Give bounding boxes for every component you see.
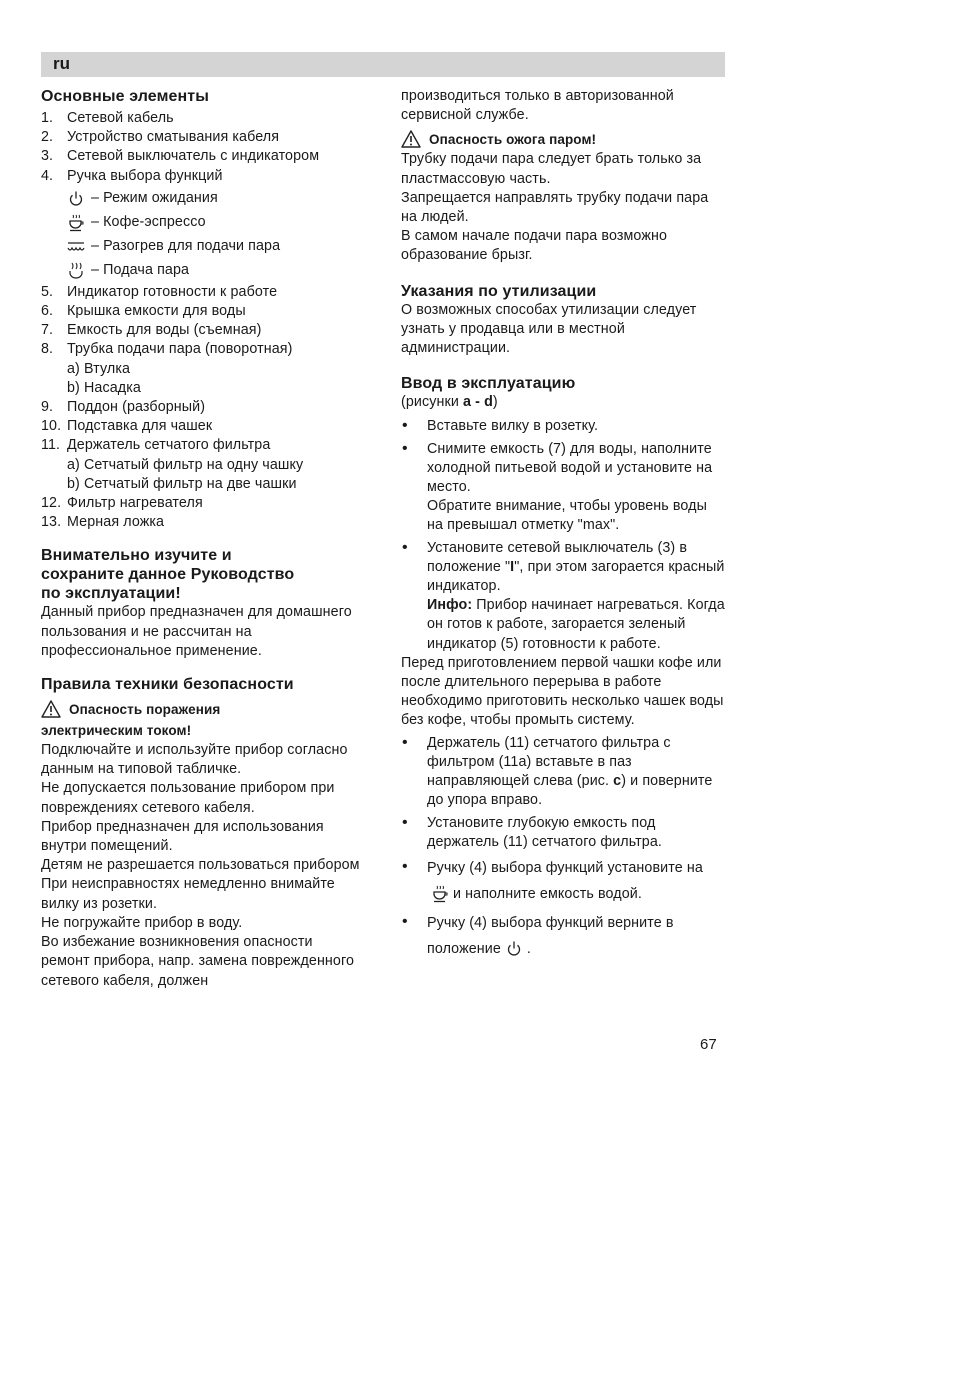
shock-warning-line: Опасность поражения [69,702,221,718]
function-list [41,187,361,283]
warning-triangle-icon [401,130,421,148]
startup-title: Ввод в эксплуатацию [401,375,576,393]
list-item: 8. Трубка подачи пара (поворотная) [41,341,293,358]
shock-warning [41,699,361,720]
list-item: • Снимите емкость (7) для воды, наполните холодной питьевой водой и установите на место. Обратите внимание, чтобы уровень воды на превышал отметку "max". [401,440,727,536]
basic-elements-title: Основные элементы [41,88,209,105]
warning-triangle-icon [41,700,61,718]
sub-item: b) Сетчатый фильтр на две чашки [67,475,297,492]
safety-paragraph: Детям не разрешается пользоваться прибором [41,857,360,874]
standby-icon [67,190,85,208]
list-item: 7. Емкость для воды (съемная) [41,322,262,339]
list-item: 6. Крышка емкости для воды [41,303,246,320]
left-column [41,87,361,991]
disposal-text: О возможных способах утилизации следует узнать у продавца или в местной администрации. [401,301,697,357]
elements-list-cont2 [41,398,361,456]
page-number: 67 [700,1036,717,1053]
read-title-line: сохраните данное Руководство [41,566,295,584]
list-item: • Вставьте вилку в розетку. [401,417,727,436]
list-item: 11. Держатель сетчатого фильтра [41,437,271,454]
steam-heat-icon [67,238,85,256]
standby-icon [505,939,523,959]
elements-list [41,109,361,186]
function-standby: – Режим ожидания [41,187,361,211]
espresso-cup-icon [67,214,85,232]
startup-section [401,374,727,962]
startup-steps-2 [401,734,727,962]
safety-title: Правила техники безопасности [41,676,294,694]
steam-warning-text: Опасность ожога паром! [429,132,597,148]
sub-item: a) Втулка [67,360,131,377]
steam-paragraph: Трубку подачи пара следует брать только за пластмассовую часть. [401,151,702,187]
function-steam: – Подача пара [41,259,361,283]
sub-item: b) Насадка [67,379,141,396]
steam-warning [401,129,727,150]
startup-steps [401,417,727,653]
list-item: • Ручку (4) выбора функций верните в положение . [401,910,727,962]
list-item: 3. Сетевой выключатель с индикатором [41,148,320,165]
list-item: • Держатель (11) сетчатого фильтра с фильтром (11a) вставьте в паз направляющей слева (рис. c) и поверните до упора вправо. [401,734,727,811]
language-code: ru [53,54,70,73]
function-espresso: – Кофе-эспрессо [41,211,361,235]
function-steam-heat: – Разогрев для подачи пара [41,235,361,259]
list-item: 5. Индикатор готовности к работе [41,283,278,300]
safety-paragraph: Не погружайте прибор в воду. [41,914,243,931]
list-item: 10. Подставка для чашек [41,418,213,435]
espresso-cup-icon [431,884,449,904]
startup-subtitle: (рисунки a - d) [401,394,498,411]
safety-paragraph: Во избежание возникновения опасности ремонт прибора, напр. замена поврежденного сетевого кабеля, должен [41,934,355,989]
safety-paragraph: Не допускается пользование прибором при повреждениях сетевого кабеля. [41,780,335,816]
list-item: • Установите глубокую емкость под держатель (11) сетчатого фильтра. [401,814,727,852]
list-item: 9. Поддон (разборный) [41,399,206,416]
elements-list-cont3 [41,494,361,532]
sub-item: a) Сетчатый фильтр на одну чашку [67,456,304,473]
list-item: • Установите сетевой выключатель (3) в положение "I", при этом загорается красный индикатор. Инфо: Прибор начинает нагреваться. Когда он готов к работе, загорается зеленый индикатор (5) готовности к работе. [401,539,727,654]
continued-text: производиться только в авторизованной сервисной службе. [401,88,674,124]
safety-section [41,675,361,991]
read-title-line: по эксплуатации! [41,585,181,603]
safety-paragraph: Подключайте и используйте прибор согласно данным на типовой табличке. [41,742,348,778]
language-bar [41,52,725,77]
list-item: 12. Фильтр нагревателя [41,495,203,512]
list-item: 4. Ручка выбора функций [41,167,223,184]
read-instructions-section [41,546,361,661]
right-column [401,87,727,965]
list-item: • Ручку (4) выбора функций установите наи наполните емкость водой. [401,855,727,907]
read-title-line: Внимательно изучите и [41,547,232,565]
list-item: 13. Мерная ложка [41,514,165,531]
disposal-section [401,282,727,359]
elements-list-cont [41,283,361,360]
safety-paragraph: При неисправностях немедленно внимайте вилку из розетки. [41,876,335,912]
prep-text: Перед приготовлением первой чашки кофе или после длительного перерыва в работе необходимо приготовить несколько чашек воды без кофе, чтобы промыть систему. [401,654,724,729]
read-text: Данный прибор предназначен для домашнего пользования и не рассчитан на профессиональное применение. [41,604,352,659]
list-item: 2. Устройство сматывания кабеля [41,129,280,146]
steam-supply-icon [67,262,85,280]
steam-paragraph: Запрещается направлять трубку подачи пара на людей. [401,189,709,226]
list-item: 1. Сетевой кабель [41,110,174,126]
steam-paragraph: В самом начале подачи пара возможно образование брызг. [401,228,668,264]
shock-warning-line2: электрическим током! [41,723,192,739]
safety-paragraph: Прибор предназначен для использования внутри помещений. [41,818,324,855]
disposal-title: Указания по утилизации [401,282,597,300]
